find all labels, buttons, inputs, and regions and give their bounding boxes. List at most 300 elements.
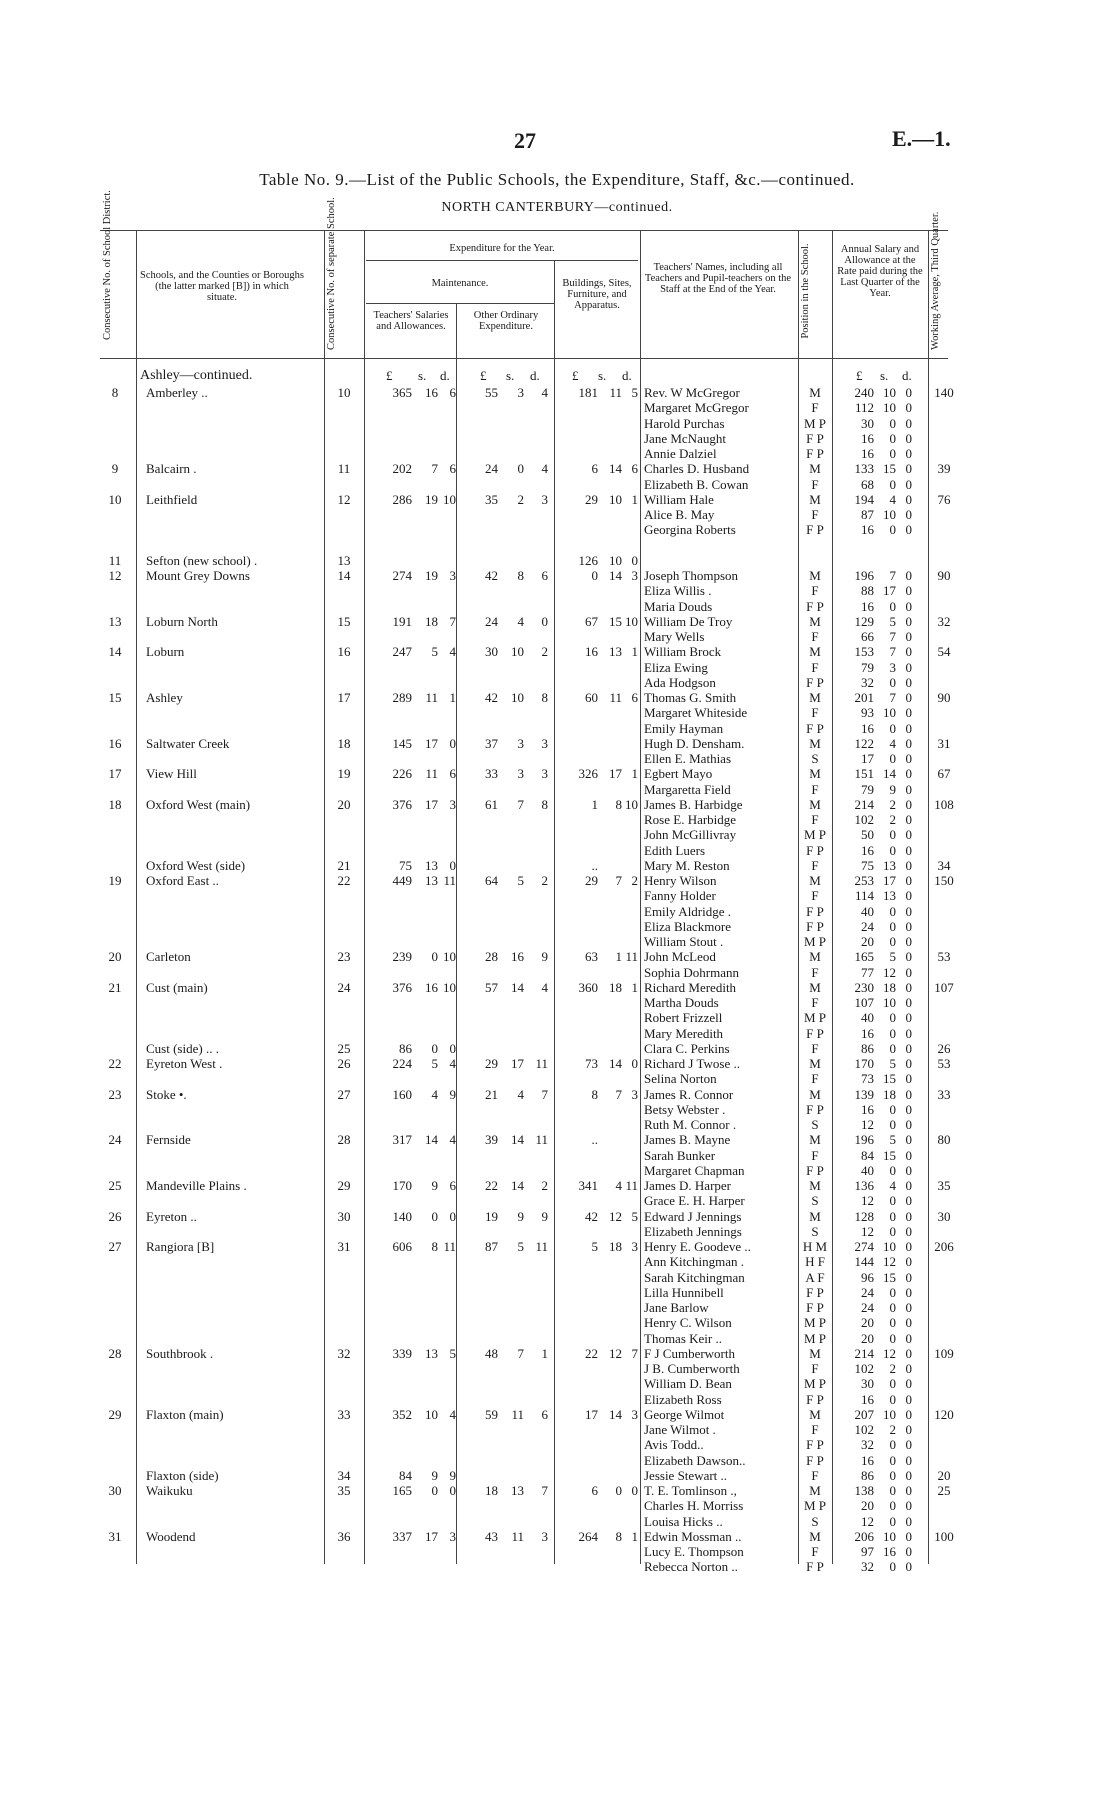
sal-pounds: 191 (392, 614, 412, 629)
ann-shillings: 5 (889, 1056, 896, 1071)
ann-pence: 0 (905, 477, 912, 492)
ann-pence: 0 (905, 705, 912, 720)
bld-shillings: 7 (615, 873, 622, 888)
ann-pence: 0 (905, 751, 912, 766)
ann-shillings: 0 (889, 721, 896, 736)
ann-pounds: 114 (854, 888, 874, 903)
ann-pence: 0 (905, 1071, 912, 1086)
bld-pence: 2 (631, 873, 638, 888)
teacher-name: William Brock (644, 644, 722, 659)
ann-pounds: 122 (854, 736, 874, 751)
ann-shillings: 10 (883, 995, 896, 1010)
ann-pence: 0 (905, 873, 912, 888)
ann-pounds: 16 (861, 446, 874, 461)
bld-pounds: 67 (585, 614, 598, 629)
teacher-position: M P (803, 1331, 827, 1346)
teacher-position: F (811, 1041, 819, 1056)
bld-pence: 6 (631, 690, 638, 705)
teacher-position: F P (806, 721, 824, 736)
ann-pounds: 128 (854, 1209, 874, 1224)
ann-pounds: 79 (861, 782, 874, 797)
school-number: 22 (337, 873, 351, 888)
teacher-position: F P (806, 1163, 824, 1178)
teacher-name: Henry Wilson (644, 873, 717, 888)
district-number: 13 (108, 614, 122, 629)
bld-shillings: 13 (609, 644, 622, 659)
teacher-name: Egbert Mayo (644, 766, 713, 781)
teacher-name: Eliza Blackmore (644, 919, 731, 934)
ann-shillings: 0 (889, 843, 896, 858)
teacher-position: M (809, 1407, 821, 1422)
working-average: 25 (937, 1483, 951, 1498)
school-number: 34 (337, 1468, 351, 1483)
oth-pence: 2 (541, 1178, 548, 1193)
sal-pounds: 247 (392, 644, 412, 659)
school-name: Flaxton (main) (146, 1407, 224, 1422)
ann-shillings: 12 (883, 1254, 896, 1269)
oth-pence: 3 (541, 766, 548, 781)
header-maintenance: Maintenance. (431, 278, 489, 289)
oth-pence: 8 (541, 690, 548, 705)
oth-pence: 4 (541, 461, 548, 476)
teacher-name: Annie Dalziel (644, 446, 717, 461)
sal-pence: 9 (449, 1087, 456, 1102)
working-average: 140 (934, 385, 954, 400)
ann-pounds: 12 (861, 1193, 874, 1208)
ann-pounds: 66 (861, 629, 874, 644)
ann-shillings: 5 (889, 614, 896, 629)
teacher-position: H M (802, 1239, 828, 1254)
ann-shillings: 15 (883, 1148, 896, 1163)
sal-pence: 4 (449, 1132, 456, 1147)
oth-pounds: 48 (485, 1346, 498, 1361)
bld-pounds: 326 (578, 766, 598, 781)
ann-shillings: 10 (883, 385, 896, 400)
school-name: Southbrook . (146, 1346, 214, 1361)
ann-pounds: 133 (854, 461, 874, 476)
teacher-name: Edwin Mossman .. (644, 1529, 742, 1544)
district-number: 18 (108, 797, 122, 812)
teacher-position: F P (806, 599, 824, 614)
teacher-name: Grace E. H. Harper (644, 1193, 745, 1208)
school-name: Cust (main) (146, 980, 208, 995)
teacher-name: T. E. Tomlinson ., (644, 1483, 737, 1498)
district-number: 9 (111, 461, 119, 476)
ann-pence: 0 (905, 980, 912, 995)
teacher-name: Robert Frizzell (644, 1010, 723, 1025)
teacher-name: Rev. W McGregor (644, 385, 740, 400)
ann-pence: 0 (905, 1224, 912, 1239)
bld-pence: 5 (631, 385, 638, 400)
working-average: 35 (937, 1178, 951, 1193)
ann-pence: 0 (905, 949, 912, 964)
sal-shillings: 13 (425, 873, 438, 888)
sal-pence: 6 (449, 766, 456, 781)
bld-pence: 3 (631, 1087, 638, 1102)
bld-pence: 3 (631, 1239, 638, 1254)
school-name: Leithfield (146, 492, 198, 507)
ann-pounds: 16 (861, 522, 874, 537)
sal-pounds: 274 (392, 568, 412, 583)
ann-shillings: 0 (889, 477, 896, 492)
teacher-position: S (811, 751, 819, 766)
ann-pence: 0 (905, 1392, 912, 1407)
teacher-position: M P (803, 416, 827, 431)
oth-pence: 6 (541, 568, 548, 583)
sal-shillings: 0 (431, 1483, 438, 1498)
ann-pence: 0 (905, 1117, 912, 1132)
ann-pounds: 20 (861, 1498, 874, 1513)
ann-pence: 0 (905, 858, 912, 873)
bld-pounds: 29 (585, 873, 598, 888)
ann-pence: 0 (905, 888, 912, 903)
school-number: 35 (337, 1483, 351, 1498)
sal-pence: 9 (449, 1468, 456, 1483)
ann-shillings: 0 (889, 1483, 896, 1498)
ann-shillings: 17 (883, 583, 896, 598)
teacher-position: S (811, 1514, 819, 1529)
sal-pence: 4 (449, 644, 456, 659)
ann-pence: 0 (905, 1437, 912, 1452)
ann-pounds: 20 (861, 1331, 874, 1346)
ann-pounds: 12 (861, 1224, 874, 1239)
ann-pounds: 214 (854, 797, 874, 812)
district-number: 17 (108, 766, 122, 781)
ann-pounds: 24 (861, 1300, 874, 1315)
teacher-name: Elizabeth Dawson.. (644, 1453, 746, 1468)
teacher-name: Ruth M. Connor . (644, 1117, 737, 1132)
working-average: 80 (937, 1132, 951, 1147)
teacher-position: F (811, 965, 819, 980)
ann-pounds: 144 (854, 1254, 874, 1269)
oth-pounds: 37 (485, 736, 498, 751)
ann-shillings: 0 (889, 1315, 896, 1330)
ann-pence: 0 (905, 1178, 912, 1193)
unit-pounds: £ (856, 368, 863, 383)
bld-pence: 10 (625, 614, 638, 629)
header-district-no: Consecutive No. of School District. (102, 190, 113, 340)
ann-pence: 0 (905, 599, 912, 614)
teacher-position: M P (803, 1010, 827, 1025)
teacher-position: M P (803, 827, 827, 842)
teacher-position: S (811, 1117, 819, 1132)
teacher-position: M (809, 949, 821, 964)
teacher-name: James R. Connor (644, 1087, 734, 1102)
sal-pence: 3 (449, 568, 456, 583)
oth-pounds: 30 (485, 644, 498, 659)
bld-shillings: 17 (609, 766, 622, 781)
teacher-position: M (809, 766, 821, 781)
ann-shillings: 9 (889, 782, 896, 797)
sal-shillings: 0 (431, 949, 438, 964)
ann-pence: 0 (905, 400, 912, 415)
school-number: 36 (337, 1529, 351, 1544)
sal-pounds: 86 (399, 1041, 412, 1056)
ann-pence: 0 (905, 1026, 912, 1041)
teacher-name: Mary Wells (644, 629, 705, 644)
teacher-position: M (809, 492, 821, 507)
ann-pounds: 240 (854, 385, 874, 400)
ann-pence: 0 (905, 1087, 912, 1102)
school-name: Flaxton (side) (146, 1468, 219, 1483)
working-average: 53 (937, 1056, 951, 1071)
bld-pence: 11 (625, 1178, 638, 1193)
sal-pounds: 202 (392, 461, 412, 476)
sal-pounds: 376 (392, 980, 412, 995)
ann-shillings: 0 (889, 919, 896, 934)
school-number: 27 (337, 1087, 351, 1102)
bld-pounds: 42 (585, 1209, 598, 1224)
ann-pounds: 230 (854, 980, 874, 995)
oth-pounds: 43 (485, 1529, 498, 1544)
col-rule (324, 230, 325, 1564)
sal-pounds: 449 (392, 873, 412, 888)
ann-pence: 0 (905, 843, 912, 858)
district-number: 29 (108, 1407, 122, 1422)
teacher-name: Jane McNaught (644, 431, 726, 446)
bld-shillings: 7 (615, 1087, 622, 1102)
ann-pounds: 20 (861, 1315, 874, 1330)
ann-pounds: 207 (854, 1407, 874, 1422)
col-rule (364, 230, 365, 1564)
ann-shillings: 2 (889, 1422, 896, 1437)
sal-shillings: 4 (431, 1087, 438, 1102)
ann-shillings: 0 (889, 751, 896, 766)
working-average: 31 (937, 736, 951, 751)
sal-pence: 6 (449, 385, 456, 400)
school-name: Balcairn . (146, 461, 197, 476)
school-name: Waikuku (146, 1483, 193, 1498)
oth-pence: 11 (535, 1239, 548, 1254)
teacher-position: F P (806, 1285, 824, 1300)
ann-pounds: 16 (861, 1392, 874, 1407)
bld-shillings: 15 (609, 614, 622, 629)
col-rule (554, 260, 555, 1564)
teacher-name: Sophia Dohrmann (644, 965, 739, 980)
sal-pence: 4 (449, 1056, 456, 1071)
oth-pence: 4 (541, 385, 548, 400)
school-name: Fernside (146, 1132, 191, 1147)
teacher-position: M (809, 1178, 821, 1193)
sal-pounds: 365 (392, 385, 412, 400)
oth-shillings: 16 (511, 949, 524, 964)
district-number: 27 (108, 1239, 122, 1254)
sal-shillings: 7 (431, 461, 438, 476)
school-number: 17 (337, 690, 351, 705)
sal-shillings: 13 (425, 858, 438, 873)
teacher-position: F P (806, 1102, 824, 1117)
sal-pounds: 160 (392, 1087, 412, 1102)
district-number: 28 (108, 1346, 122, 1361)
school-number: 33 (337, 1407, 351, 1422)
ann-pounds: 253 (854, 873, 874, 888)
ann-pence: 0 (905, 446, 912, 461)
teacher-position: F (811, 507, 819, 522)
ann-shillings: 0 (889, 1285, 896, 1300)
sal-pence: 10 (443, 980, 456, 995)
teacher-name: William D. Bean (644, 1376, 732, 1391)
working-average: 76 (937, 492, 951, 507)
oth-pounds: 39 (485, 1132, 498, 1147)
sal-shillings: 11 (425, 766, 438, 781)
unit-pence: d. (902, 368, 912, 383)
sal-shillings: 0 (431, 1041, 438, 1056)
bld-pence: 1 (631, 644, 638, 659)
ann-pence: 0 (905, 1102, 912, 1117)
ann-pence: 0 (905, 1544, 912, 1559)
district-number: 8 (111, 385, 119, 400)
teacher-name: Henry E. Goodeve .. (644, 1239, 751, 1254)
ann-shillings: 7 (889, 644, 896, 659)
ann-pounds: 40 (861, 904, 874, 919)
school-number: 15 (337, 614, 351, 629)
ann-shillings: 0 (889, 431, 896, 446)
bld-pounds: 6 (591, 1483, 598, 1498)
oth-shillings: 14 (511, 980, 524, 995)
oth-pence: 11 (535, 1132, 548, 1147)
teacher-position: F (811, 812, 819, 827)
teacher-name: Sarah Bunker (644, 1148, 716, 1163)
school-name: Oxford East .. (146, 873, 219, 888)
ann-shillings: 0 (889, 1041, 896, 1056)
teacher-name: John McGillivray (644, 827, 737, 842)
oth-pounds: 55 (485, 385, 498, 400)
bld-pence: 0 (631, 553, 638, 568)
school-number: 30 (337, 1209, 351, 1224)
school-number: 32 (337, 1346, 351, 1361)
oth-shillings: 11 (511, 1407, 524, 1422)
ann-pounds: 86 (861, 1041, 874, 1056)
ann-pounds: 32 (861, 1559, 874, 1574)
sal-pence: 3 (449, 1529, 456, 1544)
ann-shillings: 5 (889, 949, 896, 964)
header-position: Position in the School. (800, 243, 811, 339)
sal-shillings: 11 (425, 690, 438, 705)
sal-shillings: 19 (425, 568, 438, 583)
ann-shillings: 0 (889, 827, 896, 842)
ann-pence: 0 (905, 736, 912, 751)
ann-pounds: 129 (854, 614, 874, 629)
sal-pence: 11 (443, 1239, 456, 1254)
teacher-name: Jane Wilmot . (644, 1422, 716, 1437)
school-number: 10 (337, 385, 351, 400)
ann-pounds: 206 (854, 1529, 874, 1544)
bld-shillings: 10 (609, 553, 622, 568)
school-name: Saltwater Creek (146, 736, 230, 751)
sal-shillings: 9 (431, 1468, 438, 1483)
ann-pounds: 16 (861, 599, 874, 614)
ann-shillings: 0 (889, 1300, 896, 1315)
ann-pence: 0 (905, 690, 912, 705)
sal-shillings: 8 (431, 1239, 438, 1254)
ann-pence: 0 (905, 782, 912, 797)
ann-pence: 0 (905, 1056, 912, 1071)
bld-pence: 11 (625, 949, 638, 964)
ann-pounds: 194 (854, 492, 874, 507)
working-average: 150 (934, 873, 954, 888)
header-expenditure: Expenditure for the Year. (449, 243, 555, 254)
oth-pounds: 22 (485, 1178, 498, 1193)
teacher-name: Ellen E. Mathias (644, 751, 732, 766)
teacher-name: Ada Hodgson (644, 675, 716, 690)
ann-pounds: 88 (861, 583, 874, 598)
unit-shillings: s. (880, 368, 889, 383)
ann-pence: 0 (905, 919, 912, 934)
teacher-name: Alice B. May (644, 507, 715, 522)
working-average: 39 (937, 461, 951, 476)
page-number: 27 (514, 128, 536, 153)
teacher-position: M P (803, 1315, 827, 1330)
ann-shillings: 0 (889, 416, 896, 431)
bld-shillings: 18 (609, 1239, 622, 1254)
teacher-name: Richard J Twose .. (644, 1056, 740, 1071)
oth-pence: 6 (541, 1407, 548, 1422)
ann-shillings: 0 (889, 1102, 896, 1117)
ann-pounds: 84 (861, 1148, 874, 1163)
teacher-name: Edith Luers (644, 843, 706, 858)
ann-pounds: 30 (861, 1376, 874, 1391)
oth-pounds: 33 (485, 766, 498, 781)
teacher-name: Margaret Chapman (644, 1163, 745, 1178)
bld-shillings: 0 (615, 1483, 622, 1498)
teacher-name: Margaret Whiteside (644, 705, 748, 720)
sal-pounds: 317 (392, 1132, 412, 1147)
school-name: Sefton (new school) . (146, 553, 258, 568)
school-number: 19 (337, 766, 351, 781)
bld-pounds: 29 (585, 492, 598, 507)
school-number: 26 (337, 1056, 351, 1071)
bld-pounds: 17 (585, 1407, 598, 1422)
teacher-name: Richard Meredith (644, 980, 737, 995)
ann-pounds: 40 (861, 1163, 874, 1178)
school-number: 23 (337, 949, 351, 964)
teacher-name: Thomas Keir .. (644, 1331, 722, 1346)
teacher-name: Elizabeth B. Cowan (644, 477, 749, 492)
ann-pence: 0 (905, 416, 912, 431)
teacher-position: F (811, 660, 819, 675)
ann-pounds: 30 (861, 416, 874, 431)
teacher-position: F P (806, 446, 824, 461)
teacher-name: William Hale (644, 492, 714, 507)
school-number: 20 (337, 797, 351, 812)
teacher-name: Betsy Webster . (644, 1102, 726, 1117)
unit-pounds: £ (480, 368, 487, 383)
teacher-name: Thomas G. Smith (644, 690, 737, 705)
teacher-position: F P (806, 919, 824, 934)
sal-shillings: 14 (425, 1132, 438, 1147)
district-number: 21 (108, 980, 122, 995)
ann-shillings: 0 (889, 1010, 896, 1025)
teacher-position: F P (806, 522, 824, 537)
teacher-name: Avis Todd.. (644, 1437, 704, 1452)
school-number: 13 (337, 553, 351, 568)
ann-pence: 0 (905, 385, 912, 400)
teacher-name: Fanny Holder (644, 888, 716, 903)
bld-pounds: 73 (585, 1056, 598, 1071)
ann-pounds: 139 (854, 1087, 874, 1102)
bld-pounds: .. (591, 1132, 598, 1147)
oth-pence: 11 (535, 1056, 548, 1071)
teacher-position: F (811, 705, 819, 720)
oth-pence: 3 (541, 1529, 548, 1544)
ann-pence: 0 (905, 766, 912, 781)
unit-pounds: £ (572, 368, 579, 383)
teacher-position: M P (803, 1498, 827, 1513)
bld-pounds: 126 (578, 553, 598, 568)
sal-pounds: 170 (392, 1178, 412, 1193)
ann-pence: 0 (905, 675, 912, 690)
oth-pounds: 21 (485, 1087, 498, 1102)
